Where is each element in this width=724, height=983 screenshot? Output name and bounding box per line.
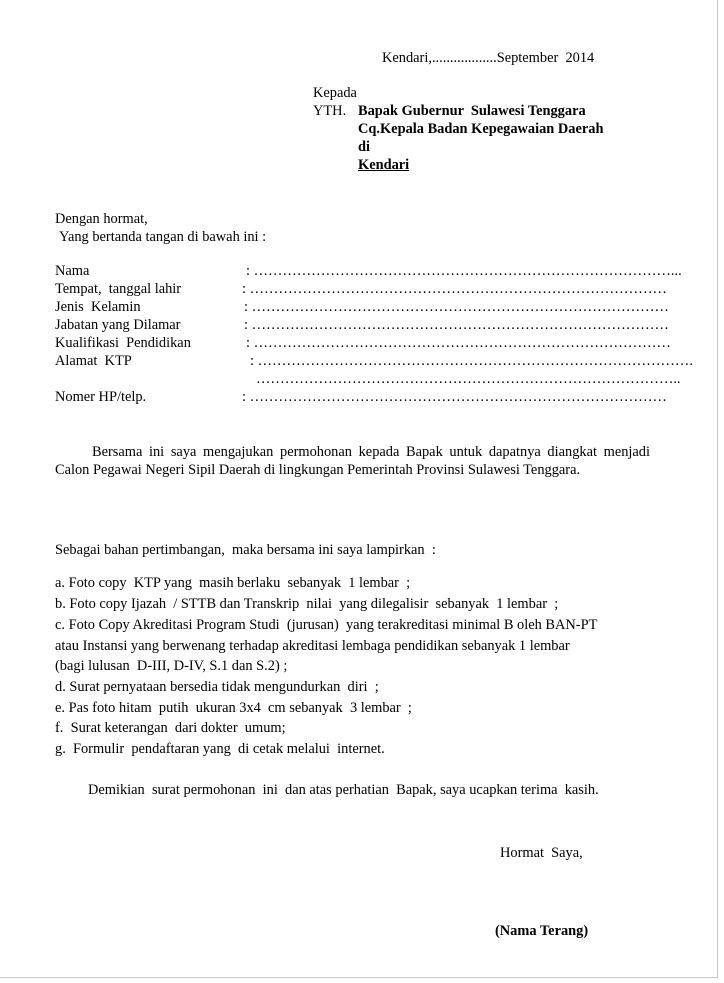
closing-text: Demikian surat permohonan ini dan atas perhatian Bapak, saya ucapkan terima kasih. <box>88 782 599 798</box>
recipient-line3: di <box>358 139 371 155</box>
field-label: Jenis Kelamin <box>55 299 141 315</box>
field-value: : ……………………………………………………………………………... <box>246 263 682 279</box>
field-value: : …………………………………………………………………………… <box>246 335 671 351</box>
field-value-continued: …………………………………………………………………………….. <box>256 371 681 387</box>
field-label: Nama <box>55 263 90 279</box>
recipient-line4: Kendari <box>358 157 410 173</box>
attachment-item: (bagi lulusan D-III, D-IV, S.1 dan S.2) ; <box>55 658 288 674</box>
field-value: : ………………………………………………………………………………. <box>250 353 693 369</box>
intro: Yang bertanda tangan di bawah ini : <box>59 229 267 245</box>
attachment-item: g. Formulir pendaftaran yang di cetak melalui internet. <box>55 741 385 757</box>
attachment-item: c. Foto Copy Akreditasi Program Studi (jurusan) yang terakreditasi minimal B oleh BAN-PT <box>55 617 598 633</box>
greeting: Dengan hormat, <box>55 211 148 227</box>
recipient-line2: Cq.Kepala Badan Kepegawaian Daerah <box>358 121 604 137</box>
field-label: Kualifikasi Pendidikan <box>55 335 191 351</box>
field-label: Tempat, tanggal lahir <box>55 281 182 297</box>
field-label: Alamat KTP <box>55 353 132 369</box>
signature-name: (Nama Terang) <box>495 923 589 939</box>
field-value: : …………………………………………………………………………… <box>242 281 667 297</box>
field-value: : …………………………………………………………………………… <box>242 389 667 405</box>
field-value: : …………………………………………………………………………… <box>244 299 669 315</box>
body-paragraph-2: Sebagai bahan pertimbangan, maka bersama ini saya lampirkan : <box>55 542 436 558</box>
attachment-item: b. Foto copy Ijazah / STTB dan Transkrip nilai yang dilegalisir sebanyak 1 lembar ; <box>55 596 559 612</box>
attachment-item: a. Foto copy KTP yang masih berlaku sebanyak 1 lembar ; <box>55 575 411 591</box>
attachment-item: d. Surat pernyataan bersedia tidak mengundurkan diri ; <box>55 679 379 695</box>
closing-regards: Hormat Saya, <box>500 845 583 861</box>
attachment-item: atau Instansi yang berwenang terhadap akreditasi lembaga pendidikan sebanyak 1 lembar <box>55 638 570 654</box>
recipient-kepada: Kepada <box>313 85 357 101</box>
field-label: Nomer HP/telp. <box>55 389 147 405</box>
body-paragraph-1: Bersama ini saya mengajukan permohonan kepada Bapak untuk dapatnya diangkat menjadi Calon Pegawai Negeri Sipil Daerah di lingkungan Pemerintah Provinsi Sulawesi Tenggara. <box>55 444 650 478</box>
place-date: Kendari,..................September 2014 <box>382 50 595 66</box>
field-label: Jabatan yang Dilamar <box>55 317 181 333</box>
field-value: : …………………………………………………………………………… <box>244 317 669 333</box>
attachment-item: f. Surat keterangan dari dokter umum; <box>55 720 286 736</box>
recipient-yth: YTH. <box>313 103 347 119</box>
recipient-line1: Bapak Gubernur Sulawesi Tenggara <box>358 103 586 119</box>
attachment-item: e. Pas foto hitam putih ukuran 3x4 cm sebanyak 3 lembar ; <box>55 700 412 716</box>
